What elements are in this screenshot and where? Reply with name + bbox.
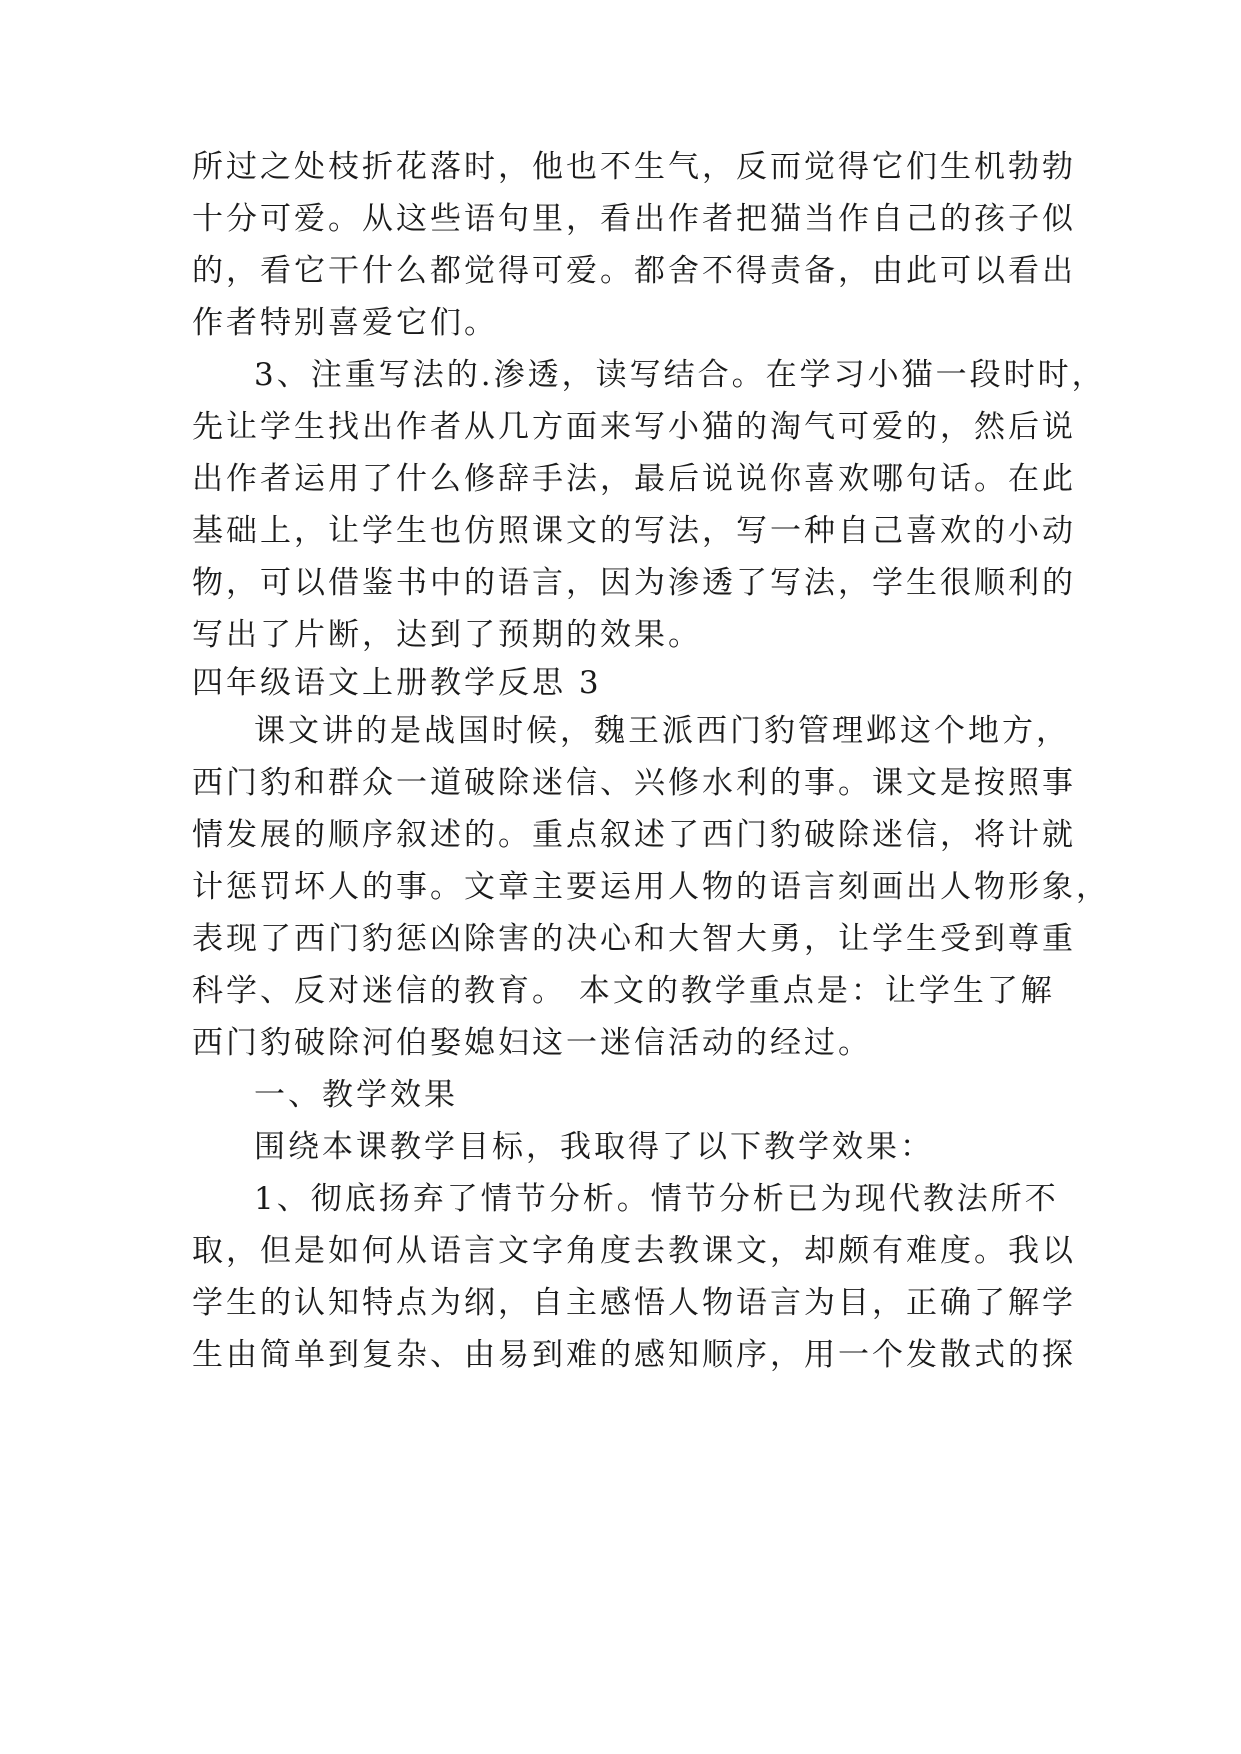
text-line: 写出了片断，达到了预期的效果。 (192, 617, 702, 653)
text-line: 所过之处枝折花落时，他也不生气，反而觉得它们生机勃勃 (192, 149, 1076, 185)
text-line: 1、彻底扬弃了情节分析。情节分析已为现代教法所不 (254, 1181, 1059, 1217)
text-line: 西门豹破除河伯娶媳妇这一迷信活动的经过。 (192, 1025, 872, 1061)
text-line: 表现了西门豹惩凶除害的决心和大智大勇，让学生受到尊重 (192, 921, 1076, 957)
text-line: 情发展的顺序叙述的。重点叙述了西门豹破除迷信，将计就 (192, 817, 1076, 853)
text-line: 3、注重写法的.渗透，读写结合。在学习小猫一段时时， (254, 357, 1106, 393)
text-line: 取，但是如何从语言文字角度去教课文，却颇有难度。我以 (192, 1233, 1076, 1269)
section-heading: 四年级语文上册教学反思 3 (192, 665, 602, 701)
text-line: 生由简单到复杂、由易到难的感知顺序，用一个发散式的探 (192, 1337, 1076, 1373)
text-line: 西门豹和群众一道破除迷信、兴修水利的事。课文是按照事 (192, 765, 1076, 801)
subheading: 一、教学效果 (254, 1077, 458, 1113)
text-line: 课文讲的是战国时候，魏王派西门豹管理邺这个地方， (254, 713, 1070, 749)
text-line: 科学、反对迷信的教育。 本文的教学重点是：让学生了解 (192, 973, 1055, 1009)
text-line: 的，看它干什么都觉得可爱。都舍不得责备，由此可以看出 (192, 253, 1076, 289)
text-line: 学生的认知特点为纲，自主感悟人物语言为目，正确了解学 (192, 1285, 1076, 1321)
text-line: 计惩罚坏人的事。文章主要运用人物的语言刻画出人物形象， (192, 869, 1110, 905)
text-line: 围绕本课教学目标，我取得了以下教学效果： (254, 1129, 934, 1165)
text-line: 物，可以借鉴书中的语言，因为渗透了写法，学生很顺利的 (192, 565, 1076, 601)
text-line: 先让学生找出作者从几方面来写小猫的淘气可爱的，然后说 (192, 409, 1076, 445)
text-line: 十分可爱。从这些语句里，看出作者把猫当作自己的孩子似 (192, 201, 1076, 237)
text-line: 作者特别喜爱它们。 (192, 305, 498, 341)
text-line: 基础上，让学生也仿照课文的写法，写一种自己喜欢的小动 (192, 513, 1076, 549)
text-line: 出作者运用了什么修辞手法，最后说说你喜欢哪句话。在此 (192, 461, 1076, 497)
